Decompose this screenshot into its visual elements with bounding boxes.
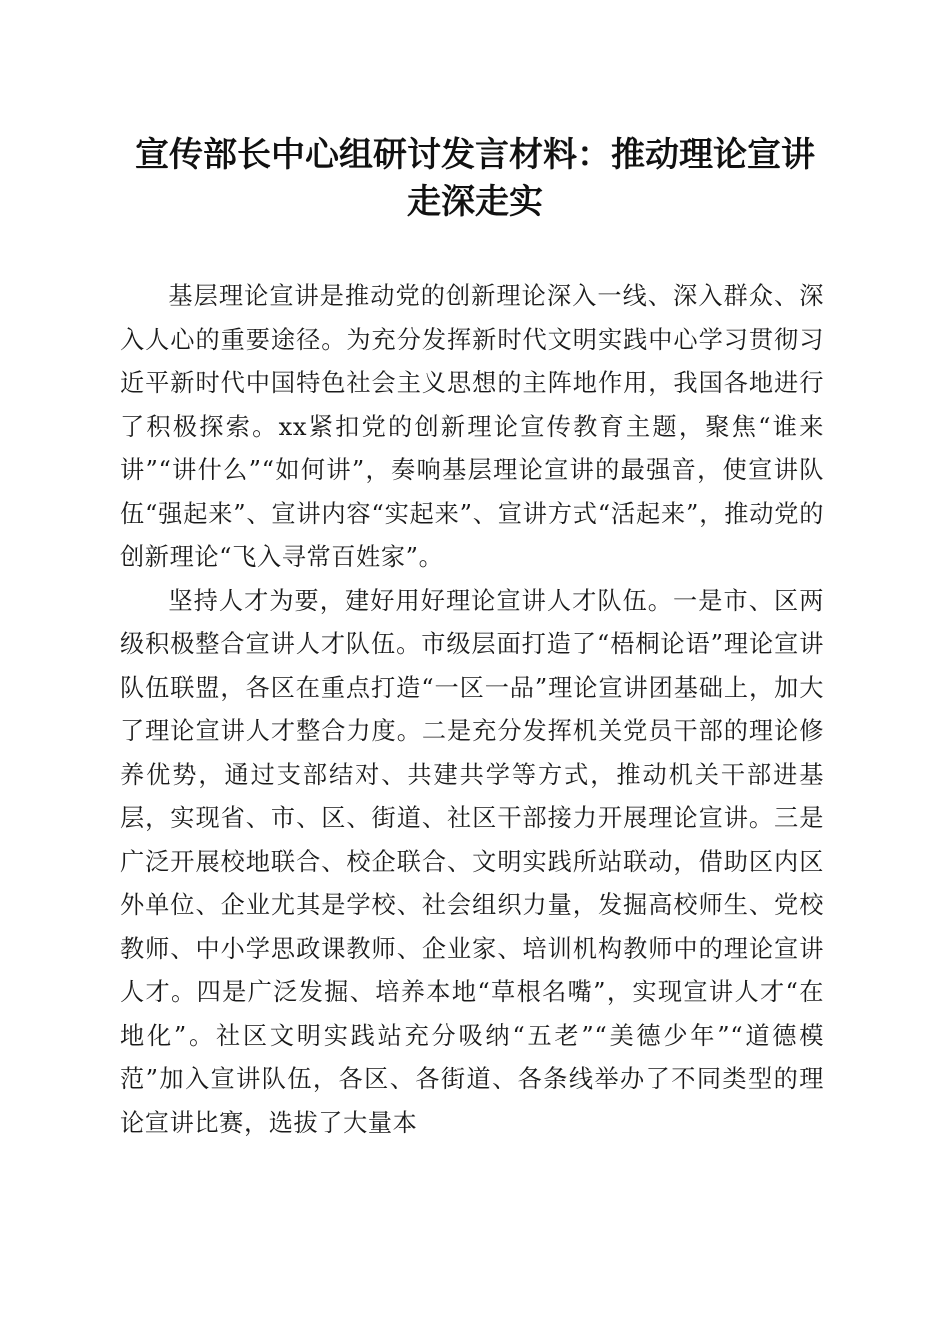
- paragraph-talent-team: 坚持人才为要，建好用好理论宣讲人才队伍。一是市、区两级积极整合宣讲人才队伍。市级层面打造了“梧桐论语”理论宣讲队伍联盟，各区在重点打造“一区一品”理论宣讲团基础上，加大了理论宣讲人才整合力度。二是充分发挥机关党员干部的理论修养优势，通过支部结对、共建共学等方式，推动机关干部进基层，实现省、市、区、街道、社区干部接力开展理论宣讲。三是广泛开展校地联合、校企联合、文明实践所站联动，借助区内区外单位、企业尤其是学校、社会组织力量，发掘高校师生、党校教师、中小学思政课教师、企业家、培训机构教师中的理论宣讲人才。四是广泛发掘、培养本地“草根名嘴”，实现宣讲人才“在地化”。社区文明实践站充分吸纳“五老”“美德少年”“道德模范”加入宣讲队伍，各区、各街道、各条线举办了不同类型的理论宣讲比赛，选拔了大量本: [120, 586, 824, 1137]
- document-title-line-2: 走深走实: [407, 182, 543, 222]
- document-title-line-1: 宣传部长中心组研讨发言材料：推动理论宣讲: [135, 135, 815, 175]
- paragraph-intro: 基层理论宣讲是推动党的创新理论深入一线、深入群众、深入人心的重要途径。为充分发挥新时代文明实践中心学习贯彻习近平新时代中国特色社会主义思想的主阵地作用，我国各地进行了积极探索。xx紧扣党的创新理论宣传教育主题，聚焦“谁来讲”“讲什么”“如何讲”，奏响基层理论宣讲的最强音，使宣讲队伍“强起来”、宣讲内容“实起来”、宣讲方式“活起来”，推动党的创新理论“飞入寻常百姓家”。: [120, 282, 824, 571]
- document-body: [120, 275, 824, 1145]
- document-title: [100, 132, 850, 226]
